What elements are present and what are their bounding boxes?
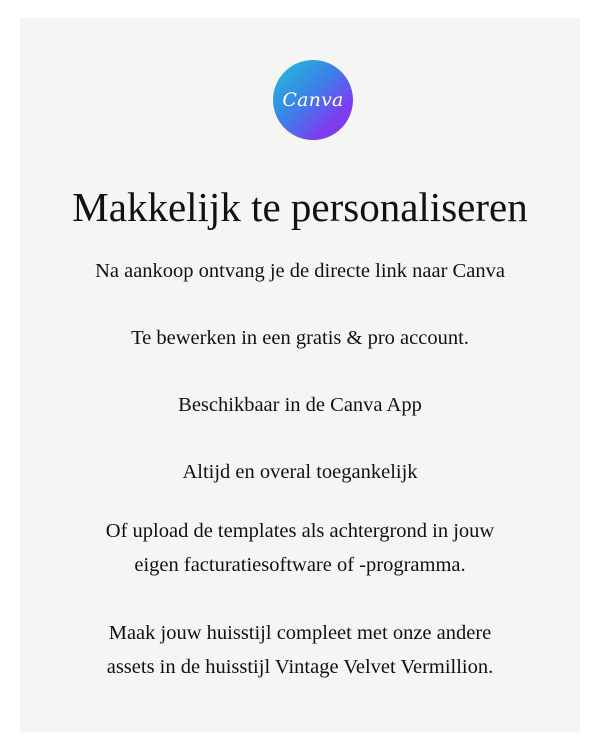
info-line-assets-2: assets in de huisstijl Vintage Velvet Vermillion.: [106, 656, 494, 678]
info-line-access: Altijd en overal toegankelijk: [182, 461, 418, 483]
info-line-upload-2: eigen facturatiesoftware of -programma.: [134, 554, 466, 576]
info-line-edit: Te bewerken in een gratis & pro account.: [131, 327, 469, 349]
info-line-assets-1: Maak jouw huisstijl compleet met onze andere: [108, 622, 492, 644]
page-title: Makkelijk te personaliseren: [72, 184, 528, 230]
canva-logo-text: Canva: [282, 89, 344, 111]
info-line-link: Na aankoop ontvang je de directe link naar Canva: [95, 260, 505, 282]
info-line-upload-1: Of upload de templates als achtergrond in jouw: [105, 520, 495, 542]
info-card: [20, 18, 580, 732]
info-line-app: Beschikbaar in de Canva App: [178, 394, 422, 416]
canva-logo: [273, 60, 353, 140]
